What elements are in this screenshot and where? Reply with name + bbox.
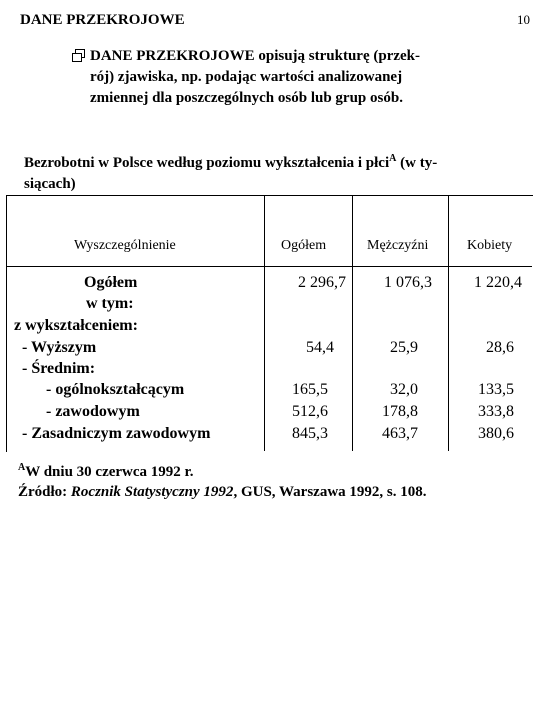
row-label: - zawodowym [46,403,140,420]
windows-icon [72,49,84,61]
footnote-marker: A [18,462,26,473]
row-label: w tym: [86,295,134,312]
cell-men: 178,8 [382,403,418,420]
source-title: Rocznik Statystyczny 1992 [70,484,234,500]
page-number: 10 [517,12,530,27]
cell-total: 845,3 [292,425,328,442]
cell-men: 1 076,3 [384,274,432,291]
cell-women: 133,5 [478,381,514,398]
header-women: Kobiety [467,238,513,253]
table-divider [448,195,449,451]
header-total: Ogółem [281,238,327,253]
cell-women: 333,8 [478,403,514,420]
source-rest: , GUS, Warszawa 1992, s. 108. [233,484,427,500]
header-category: Wyszczególnienie [74,238,176,253]
caption-line-1 [24,148,524,174]
cell-women: 28,6 [486,339,514,356]
source-prefix: Źródło: [18,484,71,500]
caption-tail: (w ty- [396,155,438,171]
table-header-divider [6,266,532,267]
cell-total: 2 296,7 [298,274,346,291]
table-divider [352,195,353,451]
caption-marker: A [389,153,397,164]
row-label: - Zasadniczym zawodowym [22,425,211,442]
definition-line-3: zmiennej dla poszczególnych osób lub grup osób. [90,90,403,106]
row-label: - Wyższym [22,339,97,356]
footnote-text: W dniu 30 czerwca 1992 r. [25,464,194,480]
definition-text-1: DANE PRZEKROJOWE opisują strukturę (przek- [90,48,421,64]
definition-line-2: rój) zjawiska, np. podając wartości analizowanej [90,69,403,85]
definition-line-1 [72,46,502,67]
cell-total: 54,4 [306,339,334,356]
footnote [18,462,194,481]
row-label: - ogólnokształcącym [46,381,185,398]
cell-total: 512,6 [292,403,328,420]
header-men: Mężczyźni [367,238,429,253]
definition-block [72,46,502,109]
table-caption [24,148,524,195]
cell-women: 1 220,4 [474,274,522,291]
cell-total: 165,5 [292,381,328,398]
cell-women: 380,6 [478,425,514,442]
page-title: DANE PRZEKROJOWE [20,12,185,28]
cell-men: 32,0 [390,381,418,398]
row-label: z wykształceniem: [14,317,138,334]
caption-main: Bezrobotni w Polsce według poziomu wykształcenia i płci [24,155,390,171]
source-note [18,484,427,501]
row-label: Ogółem [84,274,138,291]
row-label: - Średnim: [22,360,96,377]
caption-line-2: siącach) [24,176,76,192]
cell-men: 25,9 [390,339,418,356]
cell-men: 463,7 [382,425,418,442]
